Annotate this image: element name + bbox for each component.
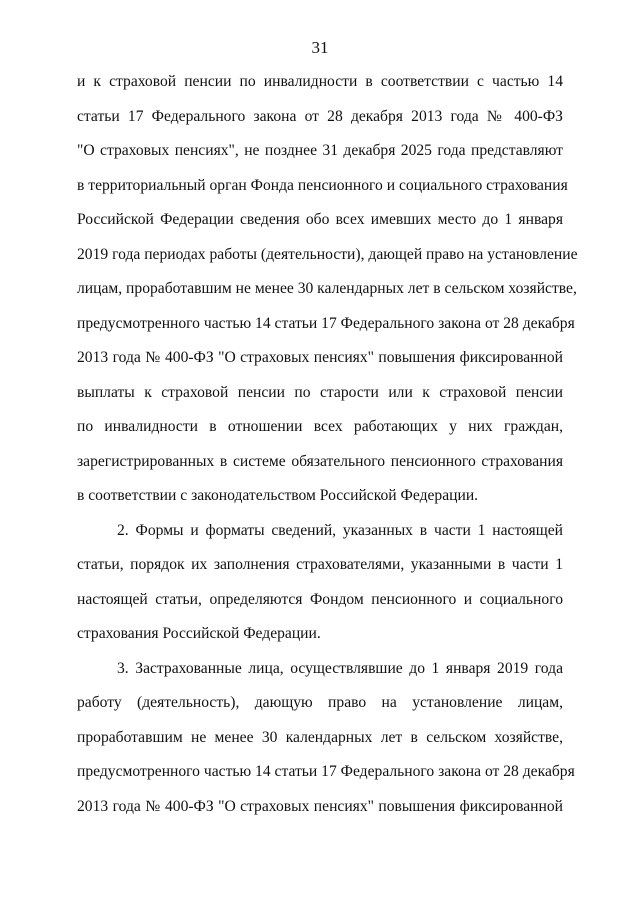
text-line: предусмотренного частью 14 статьи 17 Федерального закона от 28 декабря xyxy=(77,763,575,780)
text-line: статьи, порядок их заполнения страхователями, указанными в части 1 xyxy=(77,556,563,573)
text-line: работу (деятельность), дающую право на установление лицам, xyxy=(77,694,563,711)
page-number: 31 xyxy=(311,38,329,57)
text-line: статьи 17 Федерального закона от 28 декабря 2013 года № 400-ФЗ xyxy=(77,108,563,125)
text-line: и к страховой пенсии по инвалидности в соответствии с частью 14 xyxy=(77,73,563,90)
text-line: Российской Федерации сведения обо всех имевших место до 1 января xyxy=(77,211,563,228)
text-line: по инвалидности в отношении всех работающих у них граждан, xyxy=(77,418,563,435)
text-line: проработавшим не менее 30 календарных лет в сельском хозяйстве, xyxy=(77,729,563,746)
text-line: зарегистрированных в системе обязательного пенсионного страхования xyxy=(77,453,563,470)
text-line: в территориальный орган Фонда пенсионного и социального страхования xyxy=(77,177,568,194)
text-line: настоящей статьи, определяются Фондом пенсионного и социального xyxy=(77,591,563,608)
text-line: 2013 года № 400-ФЗ "О страховых пенсиях" повышения фиксированной xyxy=(77,349,563,366)
text-line: страхования Российской Федерации. xyxy=(77,625,321,642)
text-line: 2019 года периодах работы (деятельности), дающей право на установление xyxy=(77,246,578,263)
text-line: лицам, проработавшим не менее 30 календарных лет в сельском хозяйстве, xyxy=(77,280,577,297)
text-line: выплаты к страховой пенсии по старости или к страховой пенсии xyxy=(77,384,563,401)
text-line: в соответствии с законодательством Российской Федерации. xyxy=(77,487,479,504)
paragraph-3-first-line: 3. Застрахованные лица, осуществлявшие до 1 января 2019 года xyxy=(117,660,563,677)
paragraph-2-first-line: 2. Формы и форматы сведений, указанных в части 1 настоящей xyxy=(117,522,563,539)
text-line: 2013 года № 400-ФЗ "О страховых пенсиях" повышения фиксированной xyxy=(77,798,563,815)
text-line: "О страховых пенсиях", не позднее 31 декабря 2025 года представляют xyxy=(77,142,563,159)
text-line: предусмотренного частью 14 статьи 17 Федерального закона от 28 декабря xyxy=(77,315,575,332)
